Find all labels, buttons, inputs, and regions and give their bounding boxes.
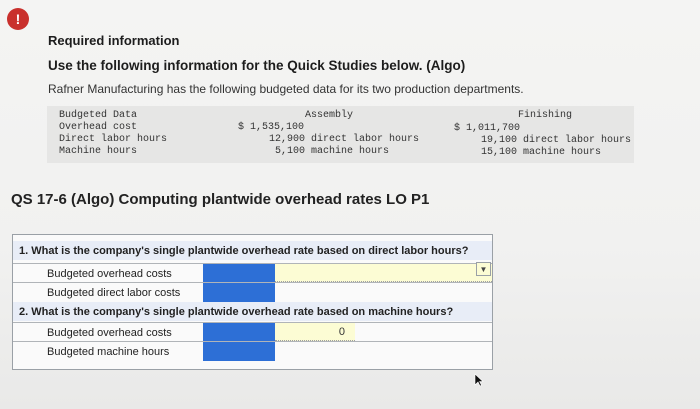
assembly-dlh: 12,900 direct labor hours: [269, 134, 420, 145]
question-1: [13, 241, 492, 260]
q1-label-dlc: Budgeted direct labor costs: [47, 287, 181, 299]
q1-blank-cell: [275, 282, 492, 302]
finishing-dlh: 19,100 direct labor hours: [481, 135, 632, 146]
required-information-heading: Required information: [48, 33, 180, 48]
label-overhead-cost: Overhead cost: [59, 122, 138, 133]
q2-divider-cell: [203, 322, 275, 342]
mouse-cursor-icon: [474, 373, 484, 387]
q1-label-overhead-cell: [13, 263, 204, 283]
q1-label-overhead: Budgeted overhead costs: [47, 268, 172, 280]
q1-answer-input[interactable]: [275, 263, 492, 282]
question-2: [13, 302, 492, 321]
column-finishing: Finishing: [518, 110, 573, 121]
chevron-down-icon[interactable]: ▼: [476, 262, 491, 276]
label-machine-hours: Machine hours: [59, 146, 138, 157]
finishing-mh: 15,100 machine hours: [481, 147, 602, 158]
q1-row-dlc: [13, 282, 492, 301]
alert-icon: [7, 8, 29, 30]
finishing-overhead: $ 1,011,700: [454, 123, 521, 134]
exclamation-glyph: !: [15, 11, 21, 27]
q2-answer-input[interactable]: 0: [275, 322, 355, 341]
q2-label-mh-cell: [13, 341, 204, 361]
q2-label-mh: Budgeted machine hours: [47, 346, 170, 358]
label-direct-labor-hours: Direct labor hours: [59, 134, 168, 145]
assembly-overhead: $ 1,535,100: [238, 122, 305, 133]
q2-label-overhead: Budgeted overhead costs: [47, 327, 172, 339]
q2-divider-cell-2: [203, 341, 275, 361]
q1-divider-cell-2: [203, 282, 275, 302]
intro-text: Rafner Manufacturing has the following budgeted data for its two production departments.: [48, 82, 524, 96]
budgeted-data-block: [47, 106, 634, 163]
q2-blank-cell: [275, 341, 492, 361]
column-assembly: Assembly: [305, 110, 354, 121]
q1-label-dlc-cell: [13, 282, 204, 302]
q1-divider-cell: [203, 263, 275, 283]
answer-table: [12, 234, 493, 370]
q2-row-mh: [13, 341, 492, 360]
question-2-prompt: 2. What is the company's single plantwide overhead rate based on machine hours?: [19, 306, 454, 318]
q2-row-overhead: [13, 322, 492, 341]
q1-row-overhead: [13, 263, 492, 282]
q2-blank-right: [355, 322, 492, 342]
assembly-mh: 5,100 machine hours: [275, 146, 390, 157]
q2-label-overhead-cell: [13, 322, 204, 342]
budget-title: Budgeted Data: [59, 110, 138, 121]
quick-study-title: QS 17-6 (Algo) Computing plantwide overhead rates LO P1: [11, 191, 430, 208]
question-1-prompt: 1. What is the company's single plantwide overhead rate based on direct labor hours?: [19, 245, 469, 257]
instructions-heading: Use the following information for the Quick Studies below. (Algo): [48, 58, 466, 73]
